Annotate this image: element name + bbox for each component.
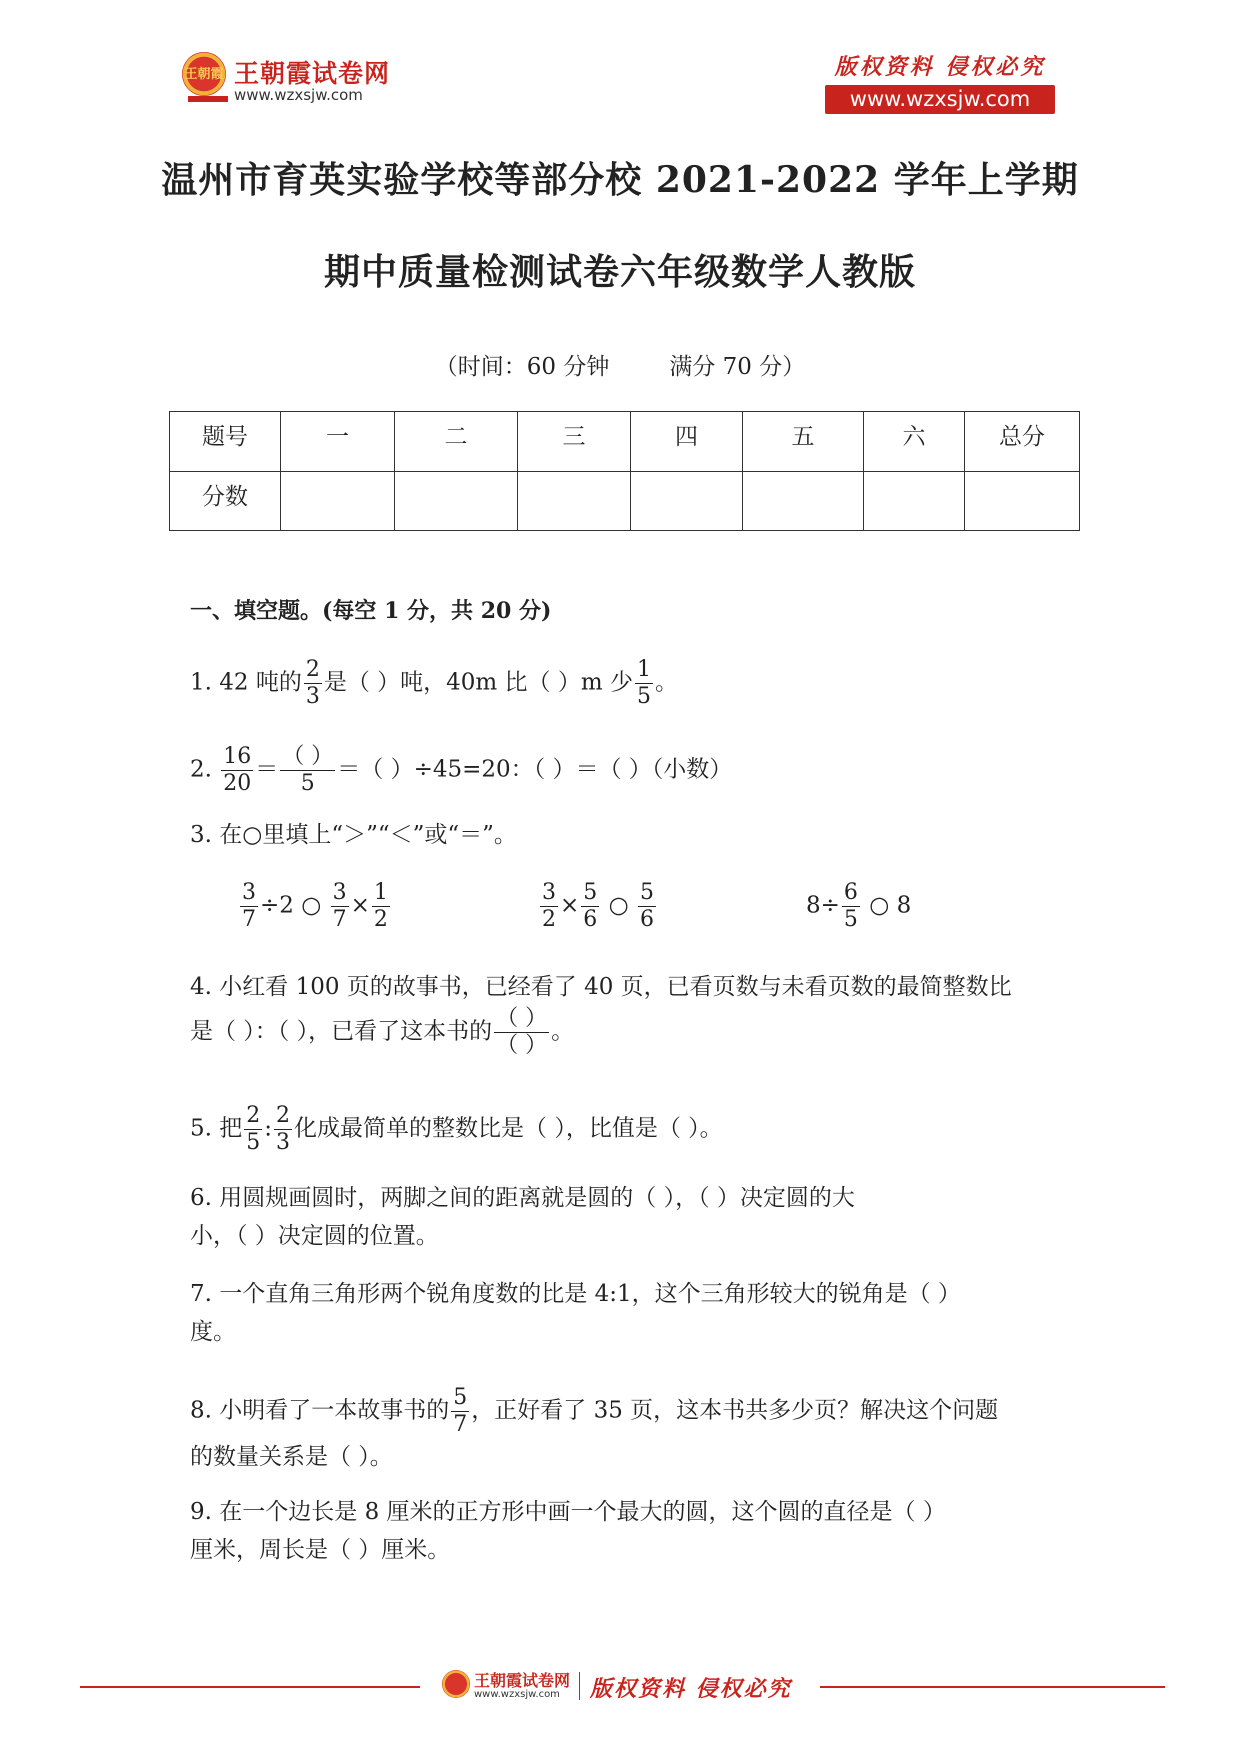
question-2 bbox=[190, 744, 1060, 797]
fraction bbox=[372, 880, 390, 933]
score-table-score-row bbox=[170, 471, 1080, 531]
question-9-line2: 厘米，周长是（ ）厘米。 bbox=[190, 1537, 451, 1563]
fraction-denominator: 7 bbox=[453, 1412, 468, 1437]
score-table-header-row bbox=[170, 412, 1080, 472]
fraction-denominator: 20 bbox=[223, 771, 252, 796]
fraction-denominator: 2 bbox=[373, 907, 388, 932]
score-header-cell: 三 bbox=[518, 412, 631, 472]
footer-logo-name: 王朝霞试卷网 bbox=[474, 1671, 571, 1690]
q5-text-a: 5. 把 bbox=[190, 1115, 243, 1142]
q1-text-c: 。 bbox=[654, 669, 678, 696]
question-7-line1: 7. 一个直角三角形两个锐角度数的比是 4:1，这个三角形较大的锐角是（ ） bbox=[190, 1281, 961, 1307]
fraction bbox=[635, 657, 653, 710]
fraction-denominator: 5 bbox=[843, 907, 858, 932]
exam-info bbox=[0, 348, 1240, 381]
operator: × bbox=[560, 892, 580, 919]
fraction-numerator: 5 bbox=[639, 880, 654, 905]
exam-time: （时间：60 分钟 bbox=[434, 354, 610, 380]
exam-full-score: 满分 70 分） bbox=[669, 354, 806, 380]
q1-text-a: 1. 42 吨的 bbox=[190, 669, 302, 696]
logo-url: www.wzxsjw.com bbox=[234, 86, 363, 104]
q4-text-b: 。 bbox=[551, 1018, 575, 1045]
score-header-cell: 一 bbox=[281, 412, 395, 472]
fraction-numerator: 6 bbox=[843, 880, 858, 905]
fraction-denominator: 3 bbox=[305, 684, 320, 709]
fraction bbox=[221, 744, 253, 797]
footer-separator bbox=[579, 1672, 580, 1700]
score-header-cell: 二 bbox=[395, 412, 518, 472]
fraction-numerator: 1 bbox=[373, 880, 388, 905]
fraction bbox=[581, 880, 599, 933]
section1-title: 一、填空题。(每空 1 分，共 20 分) bbox=[190, 598, 552, 624]
q4-text-a: 是（ ）：（ ），已看了这本书的 bbox=[190, 1018, 493, 1045]
fraction-numerator: 3 bbox=[242, 880, 256, 905]
logo-ribbon bbox=[188, 96, 228, 102]
operator: ÷2 ○ bbox=[260, 892, 322, 919]
fraction-numerator: 2 bbox=[276, 1103, 291, 1128]
question-6-line1: 6. 用圆规画圆时，两脚之间的距离就是圆的（ ），（ ）决定圆的大 bbox=[190, 1185, 855, 1211]
score-cell[interactable] bbox=[965, 471, 1080, 531]
copyright-text: 版权资料 侵权必究 bbox=[834, 54, 1046, 80]
question-7-line2: 度。 bbox=[190, 1319, 236, 1345]
fraction bbox=[494, 1006, 549, 1059]
fraction bbox=[331, 880, 349, 933]
fraction-numerator: 1 bbox=[636, 657, 651, 682]
q3-expression-2 bbox=[538, 880, 738, 933]
score-header-cell: 五 bbox=[743, 412, 864, 472]
logo-seal-text: 王朝霞 bbox=[184, 67, 224, 82]
footer-divider-right bbox=[820, 1686, 1165, 1688]
question-8-line2: 的数量关系是（ ）。 bbox=[190, 1444, 393, 1470]
q3-expression-1 bbox=[238, 880, 458, 933]
footer-divider-left bbox=[80, 1686, 420, 1688]
score-header-cell: 四 bbox=[631, 412, 743, 472]
fraction-numerator: 5 bbox=[583, 880, 598, 905]
score-cell[interactable] bbox=[743, 471, 864, 531]
fraction-numerator: 3 bbox=[542, 880, 556, 905]
score-cell[interactable] bbox=[631, 471, 743, 531]
q8-text-b: ，正好看了 35 页，这本书共多少页？解决这个问题 bbox=[471, 1397, 999, 1424]
fraction-denominator: 7 bbox=[332, 907, 347, 932]
fraction-denominator: 6 bbox=[639, 907, 654, 932]
fraction-numerator: 2 bbox=[246, 1103, 261, 1128]
fraction-denominator: 2 bbox=[542, 907, 556, 932]
footer-copyright: 版权资料 侵权必究 bbox=[590, 1676, 792, 1702]
fraction bbox=[240, 880, 258, 933]
page-title-line1: 温州市育英实验学校等部分校 2021-2022 学年上学期 bbox=[161, 159, 1079, 201]
fraction-numerator: （ ） bbox=[282, 744, 334, 769]
q5-text-b: 化成最简单的整数比是（ ），比值是（ ）。 bbox=[294, 1115, 723, 1142]
q8-text-a: 8. 小明看了一本故事书的 bbox=[190, 1397, 450, 1424]
page-title-line2: 期中质量检测试卷六年级数学人教版 bbox=[323, 251, 916, 293]
footer-url: www.wzxsjw.com bbox=[474, 1689, 560, 1700]
fraction-numerator: （ ） bbox=[496, 1006, 548, 1031]
copyright-url: www.wzxsjw.com bbox=[825, 85, 1055, 114]
q1-text-b: 是（ ）吨，40m 比（ ）m 少 bbox=[323, 669, 633, 696]
fraction-numerator: 3 bbox=[332, 880, 347, 905]
score-cell[interactable] bbox=[864, 471, 965, 531]
fraction-denominator: 5 bbox=[636, 684, 651, 709]
question-6-line2: 小，（ ）决定圆的位置。 bbox=[190, 1223, 439, 1249]
equals-sign: ＝ bbox=[255, 756, 279, 783]
question-3: 3. 在○里填上“＞”“＜”或“＝”。 bbox=[190, 822, 517, 848]
ratio-colon: : bbox=[264, 1115, 273, 1142]
score-header-cell: 总分 bbox=[965, 412, 1080, 472]
logo-name: 王朝霞试卷网 bbox=[234, 59, 391, 88]
question-4-line2 bbox=[190, 1006, 1060, 1059]
operator: ○ 8 bbox=[869, 892, 912, 919]
question-1 bbox=[190, 657, 1060, 710]
q3-expression-3 bbox=[806, 880, 986, 933]
q2-number: 2. bbox=[190, 756, 212, 783]
question-8-line1 bbox=[190, 1385, 1060, 1438]
score-cell[interactable] bbox=[395, 471, 518, 531]
copyright-block bbox=[825, 50, 1055, 114]
q2-text-b: ＝（ ）÷45=20：（ ）＝（ ）（小数） bbox=[337, 756, 733, 783]
fraction-denominator: 3 bbox=[276, 1130, 291, 1155]
fraction-denominator: 5 bbox=[246, 1130, 261, 1155]
site-logo bbox=[182, 52, 412, 112]
fraction bbox=[304, 657, 322, 710]
fraction-denominator: 6 bbox=[583, 907, 598, 932]
score-header-cell: 六 bbox=[864, 412, 965, 472]
operator: × bbox=[350, 892, 370, 919]
operator: 8÷ bbox=[806, 892, 840, 919]
fraction bbox=[244, 1103, 262, 1156]
fraction bbox=[451, 1385, 469, 1438]
score-cell[interactable] bbox=[281, 471, 395, 531]
operator: ○ bbox=[608, 892, 629, 919]
fraction-denominator: 5 bbox=[300, 771, 315, 796]
fraction-numerator: 2 bbox=[305, 657, 320, 682]
fraction-denominator: 7 bbox=[242, 907, 256, 932]
score-cell[interactable] bbox=[518, 471, 631, 531]
footer-seal-icon bbox=[442, 1670, 470, 1698]
question-9-line1: 9. 在一个边长是 8 厘米的正方形中画一个最大的圆，这个圆的直径是（ ） bbox=[190, 1499, 946, 1525]
fraction bbox=[842, 880, 860, 933]
fraction bbox=[540, 880, 558, 933]
fraction bbox=[274, 1103, 292, 1156]
logo-seal-icon bbox=[182, 52, 226, 96]
fraction-numerator: 5 bbox=[453, 1385, 468, 1410]
fraction bbox=[638, 880, 656, 933]
footer bbox=[442, 1668, 822, 1708]
score-table bbox=[169, 411, 1080, 531]
question-4-line1: 4. 小红看 100 页的故事书，已经看了 40 页，已看页数与未看页数的最简整数比 bbox=[190, 974, 1012, 1000]
score-row-label: 分数 bbox=[170, 471, 281, 531]
question-5 bbox=[190, 1103, 1060, 1156]
fraction bbox=[280, 744, 335, 797]
score-header-cell: 题号 bbox=[170, 412, 281, 472]
fraction-numerator: 16 bbox=[223, 744, 252, 769]
fraction-denominator: （ ） bbox=[496, 1033, 548, 1058]
